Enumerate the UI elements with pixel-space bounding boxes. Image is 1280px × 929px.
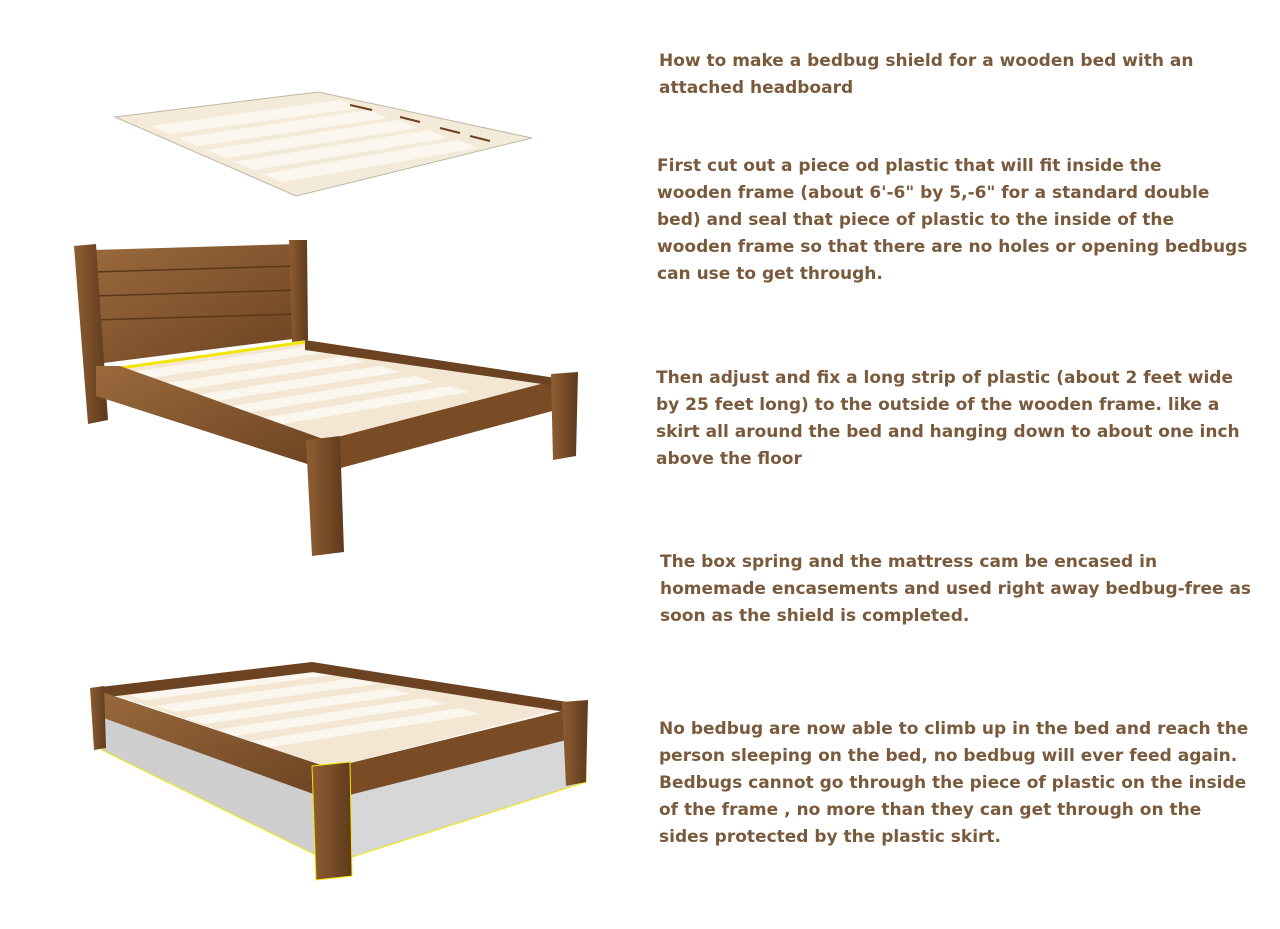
bed-with-plastic-skirt-diagram <box>90 662 588 880</box>
step-3-text: The box spring and the mattress cam be encased in homemade encasements and used right away bedbug-free as soon as the shield is completed. <box>660 552 1252 626</box>
step-2-text: Then adjust and fix a long strip of plastic (about 2 feet wide by 25 feet long) to the outside of the wooden frame. like a skirt all around the bed and hanging down to about one inch above the floor <box>656 368 1240 469</box>
step-1-text: First cut out a piece od plastic that will fit inside the wooden frame (about 6'-6" by 5,-6" for a standard double bed) and seal that piece of plastic to the inside of the wooden frame so that there are no holes or opening bedbugs can use to get through. <box>657 156 1248 284</box>
plastic-sheet-diagram <box>115 92 532 196</box>
page-title: How to make a bedbug shield for a wooden bed with an attached headboard <box>659 51 1194 98</box>
step-4-text: No bedbug are now able to climb up in the bed and reach the person sleeping on the bed, no bedbug will ever feed again. Bedbugs cannot go through the piece of plastic on the inside of the frame , no more than they can get through on the sides protected by the plastic skirt. <box>659 719 1249 847</box>
bed-with-headboard-diagram <box>74 240 578 556</box>
